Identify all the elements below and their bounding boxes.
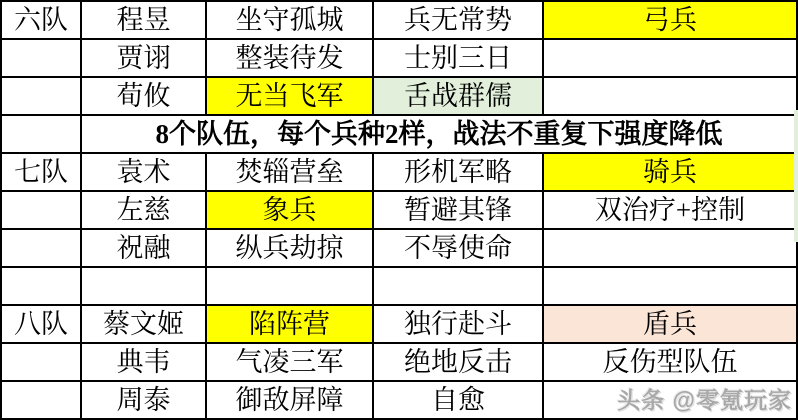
- cell-general: 荀攸: [81, 77, 206, 115]
- cell-general: 贾诩: [81, 39, 206, 77]
- cell-note: 骑兵: [543, 153, 797, 191]
- table-row: [1, 115, 797, 153]
- table-row: [1, 39, 797, 77]
- cell-team: 八队: [1, 305, 81, 343]
- cell-tactic-1: 整装待发: [206, 39, 373, 77]
- cell-general: 典韦: [81, 343, 206, 381]
- watermark: 头条 @零氪玩家: [617, 387, 792, 413]
- cell-general: 祝融: [81, 229, 206, 267]
- cell-team: [1, 191, 81, 229]
- cell-team: [1, 229, 81, 267]
- cell-tactic-1: 陷阵营: [206, 305, 373, 343]
- table-row: [1, 1, 797, 39]
- cell-tactic-1: 坐守孤城: [206, 1, 373, 39]
- cell-team: [1, 77, 81, 115]
- cell-tactic-2: 形机军略: [373, 153, 543, 191]
- cell-team: [1, 267, 81, 305]
- cell-note: 反伤型队伍: [543, 343, 797, 381]
- note-cell: 8个队伍，每个兵种2样，战法不重复下强度降低: [81, 115, 797, 153]
- cell-general: 蔡文姬: [81, 305, 206, 343]
- cell-tactic-2: 绝地反击: [373, 343, 543, 381]
- cell-note: [543, 77, 797, 115]
- cell-note: 双治疗+控制: [543, 191, 797, 229]
- cell-tactic-2: 独行赴斗: [373, 305, 543, 343]
- cell-general: 周泰: [81, 381, 206, 419]
- cell-note: 盾兵: [543, 305, 797, 343]
- cell-team: 六队: [1, 1, 81, 39]
- cell-tactic-2: 舌战群儒: [373, 77, 543, 115]
- cell-tactic-1: [206, 267, 373, 305]
- cell-general: [81, 267, 206, 305]
- cell-team: [1, 381, 81, 419]
- table-row: [1, 229, 797, 267]
- cell-tactic-1: 象兵: [206, 191, 373, 229]
- adjacent-column-fill: [794, 110, 798, 242]
- cell-general: 袁术: [81, 153, 206, 191]
- cell-note: 弓兵: [543, 1, 797, 39]
- cell-tactic-2: 兵无常势: [373, 1, 543, 39]
- cell-tactic-1: 气凌三军: [206, 343, 373, 381]
- cell-note: [543, 39, 797, 77]
- cell-team: [1, 39, 81, 77]
- cell-tactic-1: 御敌屏障: [206, 381, 373, 419]
- cell-team: 七队: [1, 153, 81, 191]
- cell-tactic-2: [373, 267, 543, 305]
- cell-tactic-1: 无当飞军: [206, 77, 373, 115]
- cell-team: [1, 343, 81, 381]
- cell-team: [1, 115, 81, 153]
- cell-note: [543, 229, 797, 267]
- table-row: [1, 191, 797, 229]
- table-row: [1, 305, 797, 343]
- cell-tactic-2: 不辱使命: [373, 229, 543, 267]
- cell-tactic-1: 焚辎营垒: [206, 153, 373, 191]
- table-row: [1, 153, 797, 191]
- cell-tactic-2: 自愈: [373, 381, 543, 419]
- cell-general: 程昱: [81, 1, 206, 39]
- cell-note: [543, 267, 797, 305]
- cell-tactic-2: 暂避其锋: [373, 191, 543, 229]
- cell-tactic-1: 纵兵劫掠: [206, 229, 373, 267]
- cell-general: 左慈: [81, 191, 206, 229]
- cell-tactic-2: 士别三日: [373, 39, 543, 77]
- table-row: [1, 77, 797, 115]
- table-row: [1, 343, 797, 381]
- table-row: [1, 267, 797, 305]
- teams-table-body: [1, 1, 797, 419]
